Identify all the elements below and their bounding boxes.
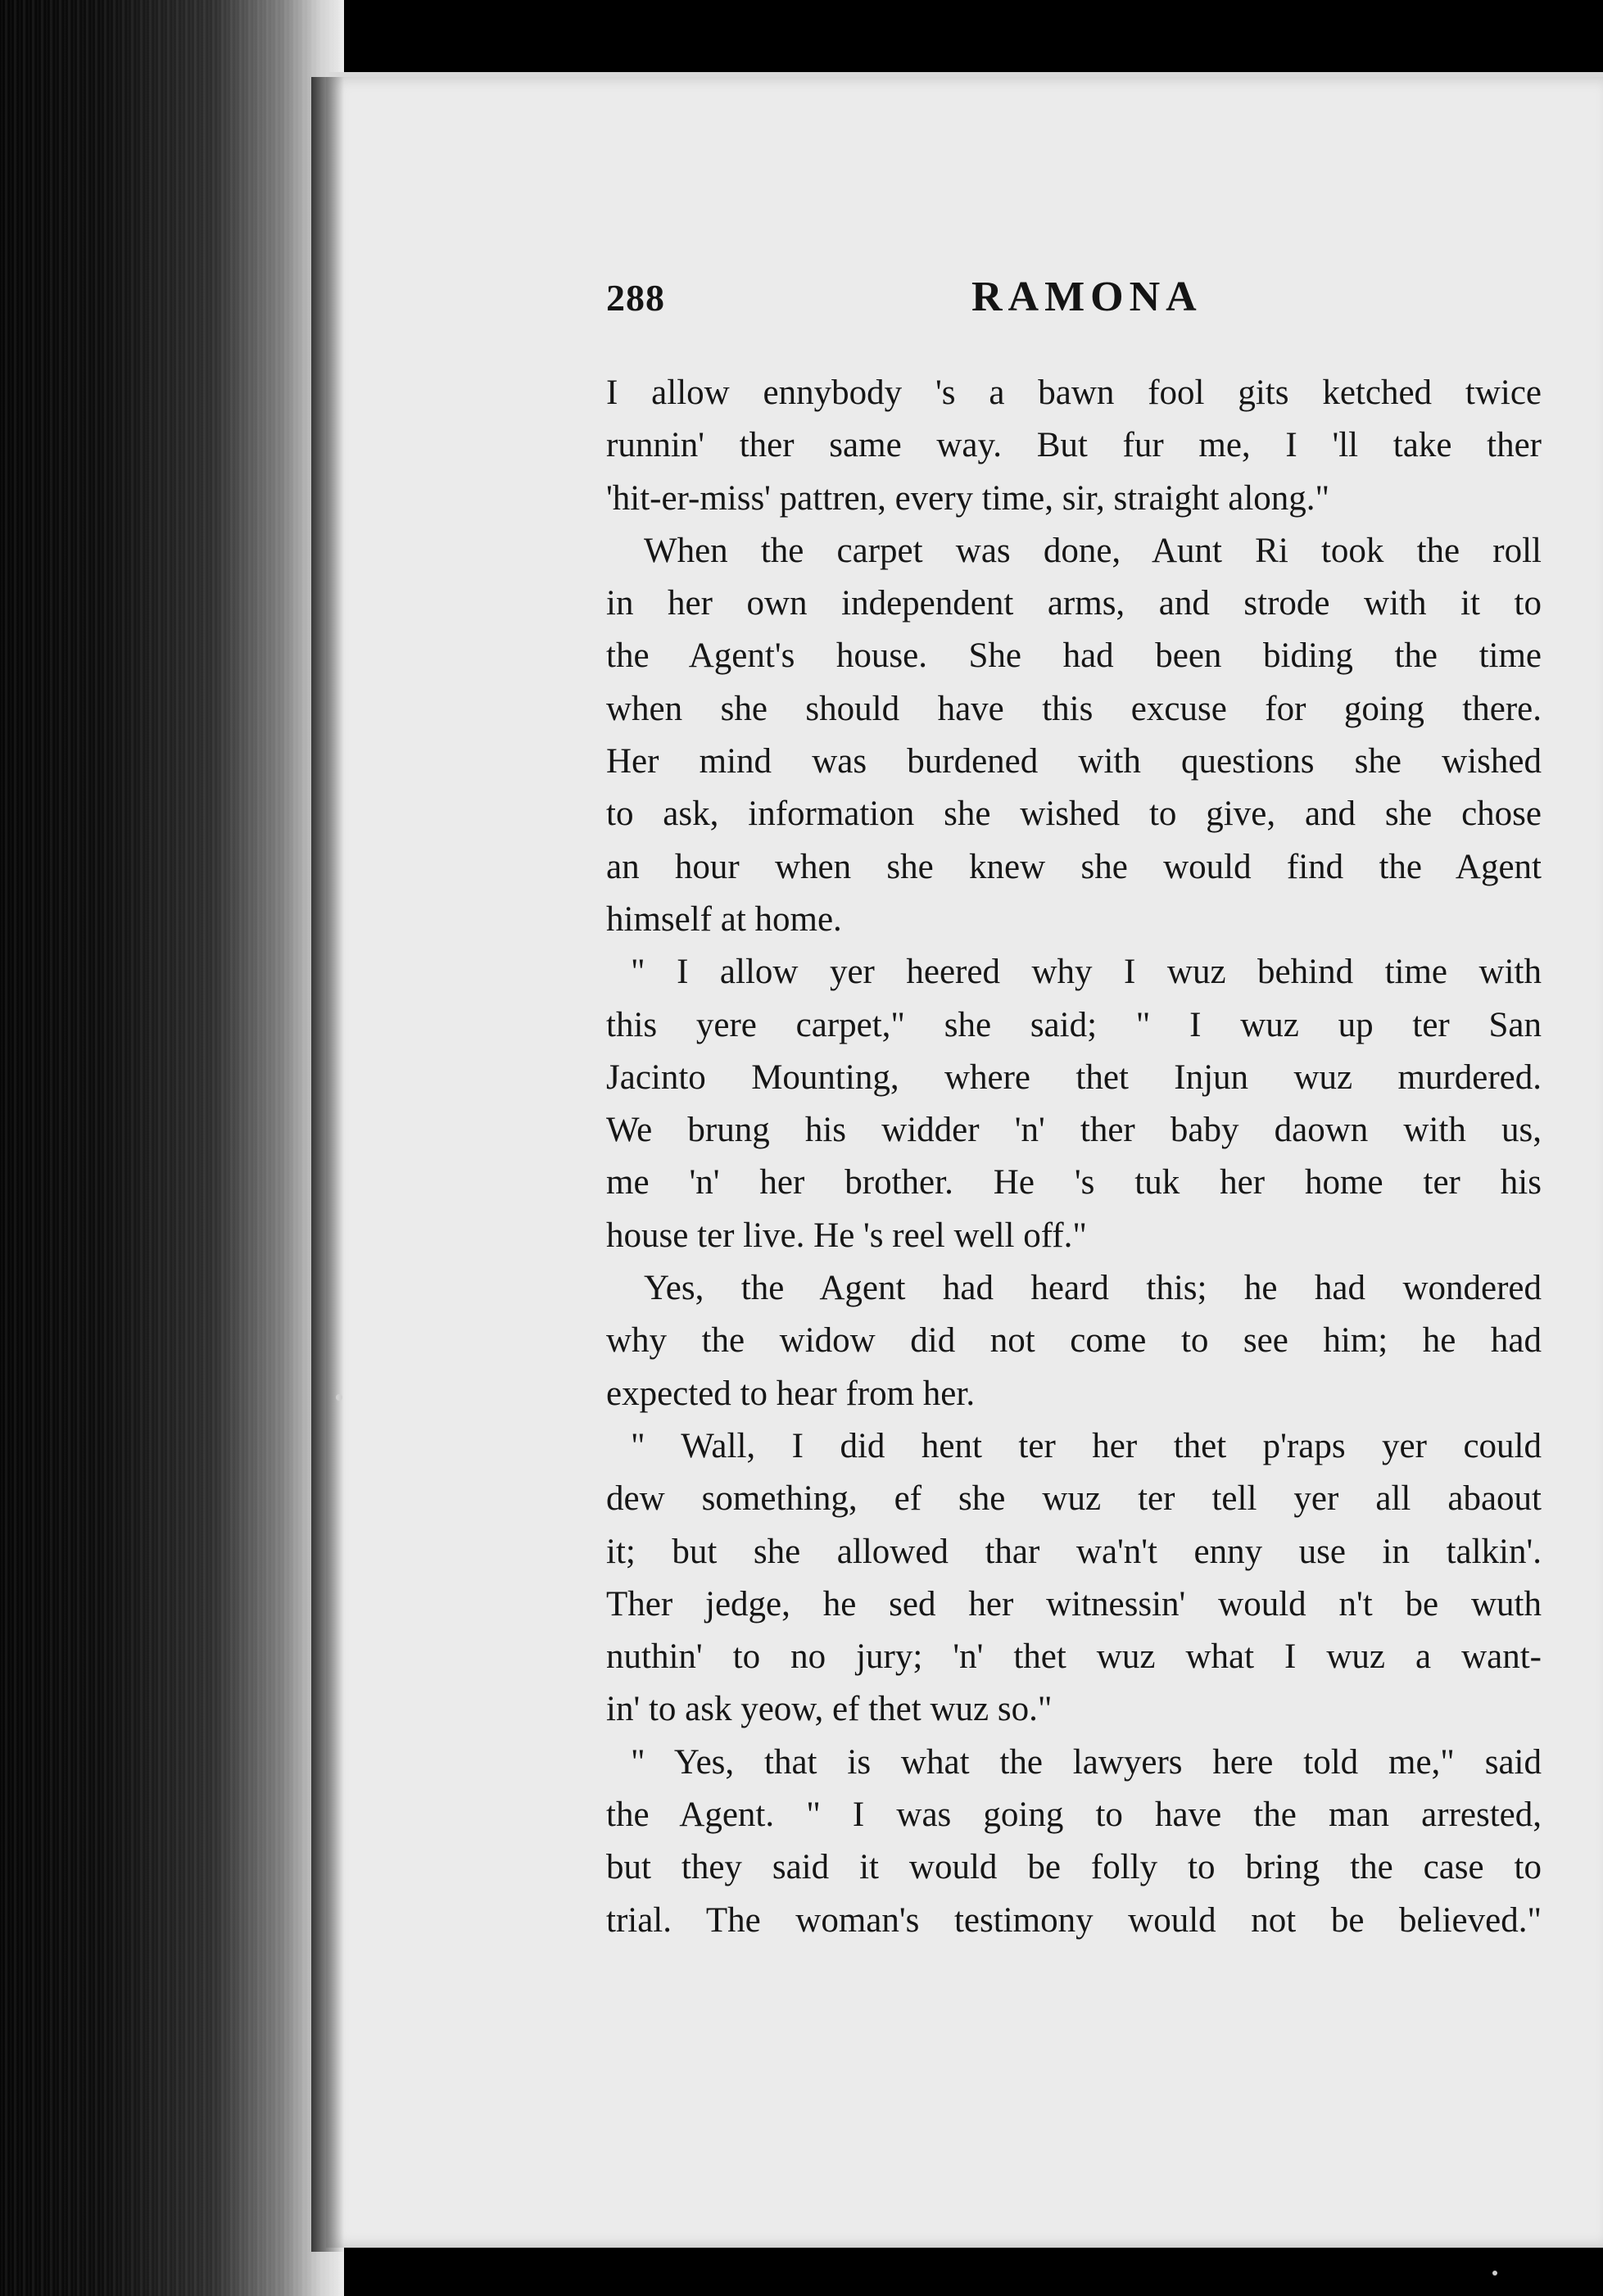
- text-line: when she should have this excuse for going there.: [606, 689, 1542, 728]
- text-line: why the widow did not come to see him; he had: [606, 1321, 1542, 1361]
- text-line: I allow ennybody 's a bawn fool gits ketched twice: [606, 374, 1542, 412]
- text-line: trial. The woman's testimony would not be believed.": [606, 1900, 1542, 1940]
- text-line: house ter live. He 's reel well off.": [606, 1216, 1087, 1255]
- text-line: When the carpet was done, Aunt Ri took the roll: [644, 531, 1542, 570]
- text-line: me 'n' her brother. He 's tuk her home ter his: [606, 1163, 1542, 1202]
- text-line: himself at home.: [606, 899, 842, 939]
- text-line: this yere carpet," she said; " I wuz up ter San: [606, 1005, 1542, 1044]
- text-line: 'hit-er-miss' pattren, every time, sir, straight along.": [606, 478, 1330, 518]
- text-line: in' to ask yeow, ef thet wuz so.": [606, 1690, 1053, 1729]
- text-line: " Yes, that is what the lawyers here told me," said: [631, 1742, 1542, 1782]
- text-line: runnin' ther same way. But fur me, I 'll take ther: [606, 426, 1542, 465]
- text-line: dew something, ef she wuz ter tell yer all abaout: [606, 1479, 1542, 1519]
- text-line: but they said it would be folly to bring the case to: [606, 1848, 1542, 1887]
- page-header: [606, 276, 1556, 358]
- text-line: We brung his widder 'n' ther baby daown with us,: [606, 1111, 1542, 1150]
- gutter-shadow: [311, 77, 344, 2252]
- text-line: Yes, the Agent had heard this; he had wondered: [644, 1269, 1542, 1308]
- body-text: [606, 367, 1542, 1947]
- text-line: Jacinto Mounting, where thet Injun wuz murdered.: [606, 1057, 1542, 1097]
- running-title: RAMONA: [971, 274, 1202, 320]
- page-sheet: [326, 72, 1603, 2248]
- text-line: the Agent. " I was going to have the man arrested,: [606, 1796, 1542, 1835]
- text-line: an hour when she knew she would find the Agent: [606, 847, 1542, 886]
- text-line: expected to hear from her.: [606, 1374, 976, 1413]
- dust-speck: [336, 1394, 342, 1401]
- text-line: Ther jedge, he sed her witnessin' would n't be wuth: [606, 1584, 1542, 1624]
- text-line: the Agent's house. She had been biding the time: [606, 636, 1542, 676]
- book-edge: [0, 0, 344, 2296]
- text-line: it; but she allowed thar wa'n't enny use in talkin'.: [606, 1532, 1542, 1571]
- text-line: to ask, information she wished to give, and she chose: [606, 795, 1542, 834]
- text-line: in her own independent arms, and strode with it to: [606, 584, 1542, 623]
- text-line: " I allow yer heered why I wuz behind time with: [631, 953, 1542, 992]
- text-line: " Wall, I did hent ter her thet p'raps yer could: [631, 1426, 1542, 1465]
- text-line: nuthin' to no jury; 'n' thet wuz what I wuz a want-: [606, 1637, 1542, 1677]
- text-line: Her mind was burdened with questions she wished: [606, 742, 1542, 781]
- dust-speck: [1492, 2271, 1497, 2276]
- page-number: 288: [606, 277, 665, 319]
